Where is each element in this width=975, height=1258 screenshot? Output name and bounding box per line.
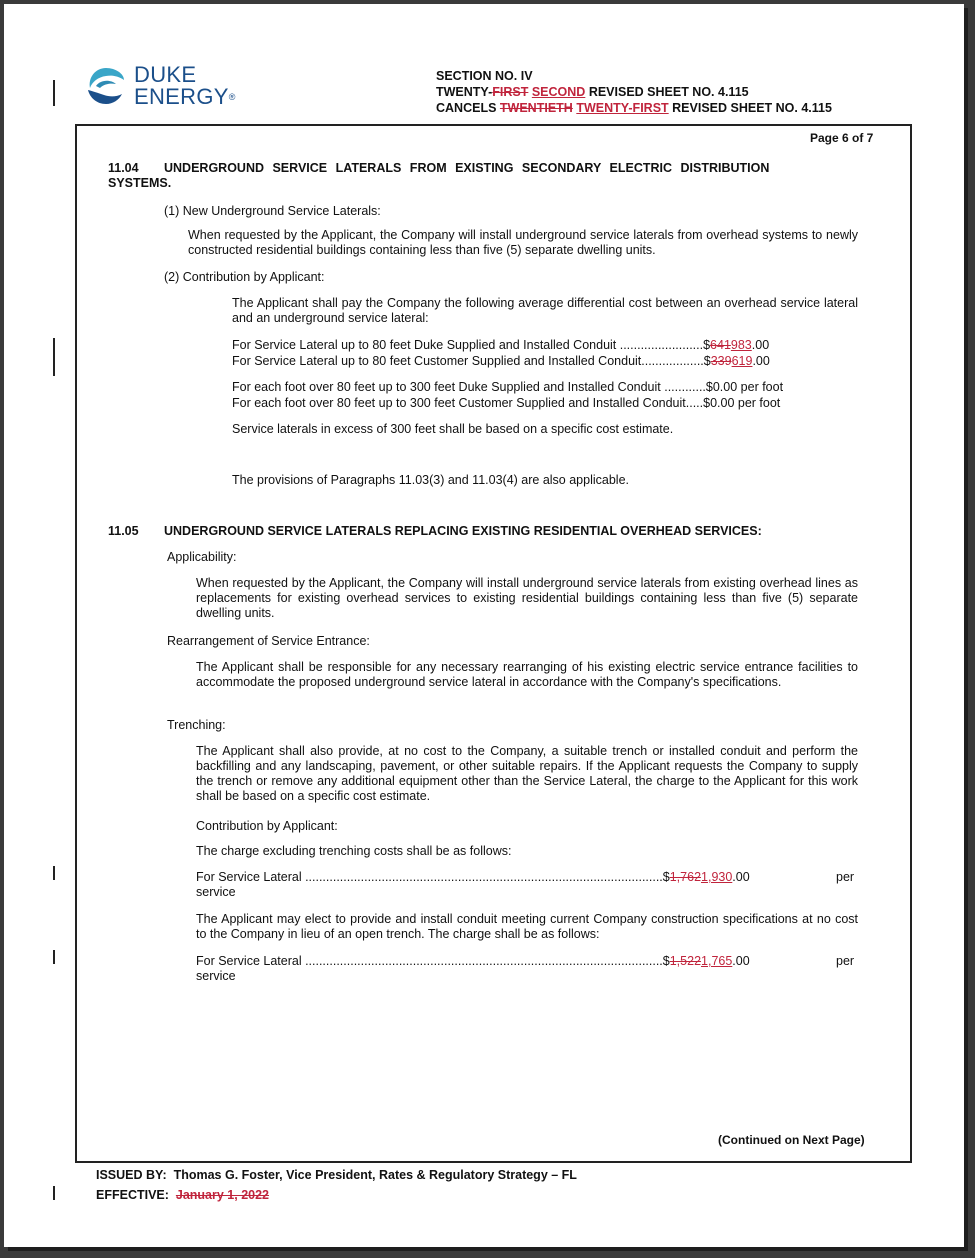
item1-text: When requested by the Applicant, the Company will install underground service laterals from overhead systems to newly constructed residential buildings containing less than five (5) separate dwelling units. xyxy=(188,228,858,257)
continued-note: (Continued on Next Page) xyxy=(718,1133,865,1147)
excess-note: Service laterals in excess of 300 feet shall be based on a specific cost estimate. xyxy=(232,422,674,436)
lateral-charge-conduit: For Service Lateral .......................................................................................................$1,5221,765.00 xyxy=(196,954,750,968)
duke-energy-logo-icon xyxy=(82,64,130,112)
applicability-text: When requested by the Applicant, the Company will install underground service laterals from existing overhead lines as replacements for existing overhead services to existing residential buildings containing less than five (5) separate dwelling units. xyxy=(196,576,858,620)
rearrangement-text: The Applicant shall be responsible for any necessary rearranging of his existing electric service entrance facilities to accommodate the proposed underground service lateral in accordance with the Company's specifications. xyxy=(196,660,858,689)
change-bar xyxy=(53,866,55,880)
section-1105-number: 11.05 xyxy=(108,524,139,538)
rate-row-customer-per-foot: For each foot over 80 feet up to 300 feet Customer Supplied and Installed Conduit.....$0.00 per foot xyxy=(232,396,781,410)
logo-text-duke: DUKE xyxy=(134,62,197,87)
revised-sheet-line: TWENTY-FIRST SECOND REVISED SHEET NO. 4.115 xyxy=(436,85,749,99)
change-bar xyxy=(53,950,55,964)
elect-conduit-text: The Applicant may elect to provide and install conduit meeting current Company construction specifications at no cost to the Company in lieu of an open trench. The charge shall be as follows: xyxy=(196,912,858,941)
cancels-sheet-line: CANCELS TWENTIETH TWENTY-FIRST REVISED SHEET NO. 4.115 xyxy=(436,101,832,115)
applicability-label: Applicability: xyxy=(167,550,237,564)
charge-text: The charge excluding trenching costs shall be as follows: xyxy=(196,844,512,858)
section-1104-title: UNDERGROUND SERVICE LATERALS FROM EXISTING SECONDARY ELECTRIC DISTRIBUTION xyxy=(164,161,770,175)
issued-by-line: ISSUED BY: Thomas G. Foster, Vice President, Rates & Regulatory Strategy – FL xyxy=(96,1168,577,1182)
page-number: Page 6 of 7 xyxy=(810,131,874,145)
duke-energy-logo xyxy=(82,64,252,124)
contribution-label: Contribution by Applicant: xyxy=(196,819,338,833)
rate-row-customer-conduit: For Service Lateral up to 80 feet Customer Supplied and Installed Conduit..................$339619.00 xyxy=(232,354,770,368)
item1-label: (1) New Underground Service Laterals: xyxy=(164,204,381,218)
item2-text: The Applicant shall pay the Company the following average differential cost between an overhead service lateral and an underground service lateral: xyxy=(232,296,858,325)
per-label: per xyxy=(836,954,855,968)
section-1104-title-cont: SYSTEMS. xyxy=(108,176,172,190)
service-label: service xyxy=(196,885,236,899)
trenching-text: The Applicant shall also provide, at no cost to the Company, a suitable trench or installed conduit and perform the backfilling and any landscaping, pavement, or other suitable repairs. If the Applicant requests the Company to supply the trench or remove any additional equipment other than the Service Lateral, the charge to the Applicant for this work shall be based on a specific cost estimate. xyxy=(196,744,858,803)
section-number: SECTION NO. IV xyxy=(436,69,533,83)
change-bar xyxy=(53,80,55,106)
section-1104-number: 11.04 xyxy=(108,161,139,175)
rate-row-duke-conduit: For Service Lateral up to 80 feet Duke Supplied and Installed Conduit ........................$641983.00 xyxy=(232,338,770,352)
rearrangement-label: Rearrangement of Service Entrance: xyxy=(167,634,370,648)
change-bar xyxy=(53,338,55,376)
rate-row-duke-per-foot: For each foot over 80 feet up to 300 feet Duke Supplied and Installed Conduit ............$0.00 per foot xyxy=(232,380,784,394)
service-label: service xyxy=(196,969,236,983)
effective-line: EFFECTIVE: January 1, 2022 xyxy=(96,1188,269,1202)
provisions-note: The provisions of Paragraphs 11.03(3) and 11.03(4) are also applicable. xyxy=(232,473,629,487)
item2-label: (2) Contribution by Applicant: xyxy=(164,270,325,284)
per-label: per xyxy=(836,870,855,884)
change-bar xyxy=(53,1186,55,1200)
sheet-header xyxy=(436,68,832,116)
logo-text-energy: ENERGY® xyxy=(134,84,236,109)
trenching-label: Trenching: xyxy=(167,718,226,732)
document-page xyxy=(4,4,964,1247)
lateral-charge-open-trench: For Service Lateral .......................................................................................................$1,7621,930.00 xyxy=(196,870,750,884)
section-1105-title: UNDERGROUND SERVICE LATERALS REPLACING EXISTING RESIDENTIAL OVERHEAD SERVICES: xyxy=(164,524,762,538)
